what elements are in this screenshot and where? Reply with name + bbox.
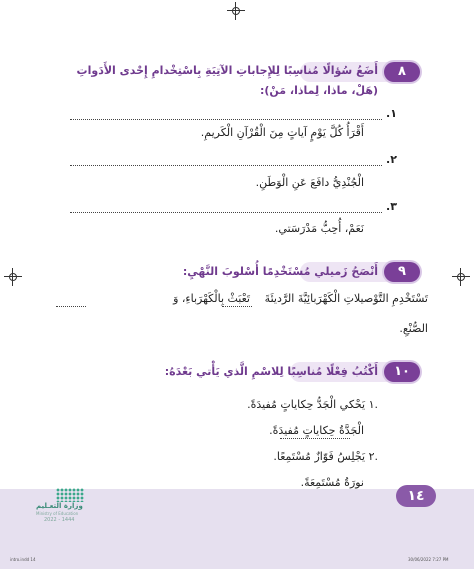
question-9-badge: ٩ [384,262,420,282]
question-8-title: أَضَعُ سُؤالًا مُناسِبًا لِلإِجاباتِ الآتِيَةِ بِاسْتِخْدامِ إِحْدى الأَدَواتِ [76,64,378,77]
question-8-subtitle: (هَلْ، ماذا، لِماذا، مَنْ): [259,84,378,97]
ministry-year: 2022 - 1444 [44,517,75,523]
item-number: .٢ [368,450,378,463]
example-sentence [178,450,378,464]
page-number-badge: ١٤ [396,485,436,507]
file-slug: intro.indd 14 [10,557,36,562]
question-9-title: أَنْصَحُ زَميلي مُسْتَخْدِمًا أُسْلوبَ النَّهْيِ: [182,265,378,278]
question-10-title: أَكْتُبُ فِعْلًا مُناسِبًا لِلاسْمِ الَّذي يَأْتي بَعْدَهُ: [164,365,378,378]
logo-dots-icon [56,488,84,502]
answer-sentence: الْجُنْدِيُّ دافَعَ عَنِ الْوَطَنِ. [255,176,364,189]
sentence-middle: تَعْبَثْ بِالْكَهْرَباءِ، وَ [173,292,250,305]
ministry-logo [36,488,96,524]
answer-sentence: نَعَمْ، أُحِبُّ مَدْرَسَتي. [274,222,364,235]
answer-line[interactable] [70,164,382,166]
answer-sentence: نورَةُ مُسْتَمِعَةً. [300,476,364,489]
example-text: يَجْلِسُ فَوّازٌ مُسْتَمِعًا. [273,450,366,463]
answer-sentence: الْجَدَّةُ حِكاياتٍ مُفيدَةً. [269,424,364,437]
answer-line[interactable] [280,437,350,439]
registration-mark [231,6,241,16]
registration-mark [8,272,18,282]
example-text: يَحْكي الْجَدُّ حِكاياتٍ مُفيدَةً. [247,398,366,411]
sentence-end: الصُّنْعِ. [399,322,428,335]
question-10-badge: ١٠ [384,362,420,382]
ministry-name: وزارة التعـليم [36,502,83,510]
item-number: .١ [368,398,378,411]
answer-line[interactable] [70,118,382,120]
example-sentence [178,398,378,412]
registration-mark [456,272,466,282]
answer-line[interactable] [70,211,382,213]
item-number: .٣ [386,200,397,213]
date-slug: 30/06/2022 7:27 PM [408,557,449,562]
ministry-name-en: Ministry of Education [36,511,79,516]
answer-line[interactable] [56,305,86,307]
sentence-right: تَسْتَخْدِمِ التَّوْصيلاتِ الْكَهْرَبائِيَّةَ الرَّديئَةَ [264,292,428,305]
question-8-badge: ٨ [384,62,420,82]
answer-sentence: أَقْرَأُ كُلَّ يَوْمٍ آياتٍ مِنَ الْقُرْآنِ الْكَريمِ. [200,126,364,139]
item-number: .٢ [386,153,397,166]
item-number: .١ [386,107,397,120]
